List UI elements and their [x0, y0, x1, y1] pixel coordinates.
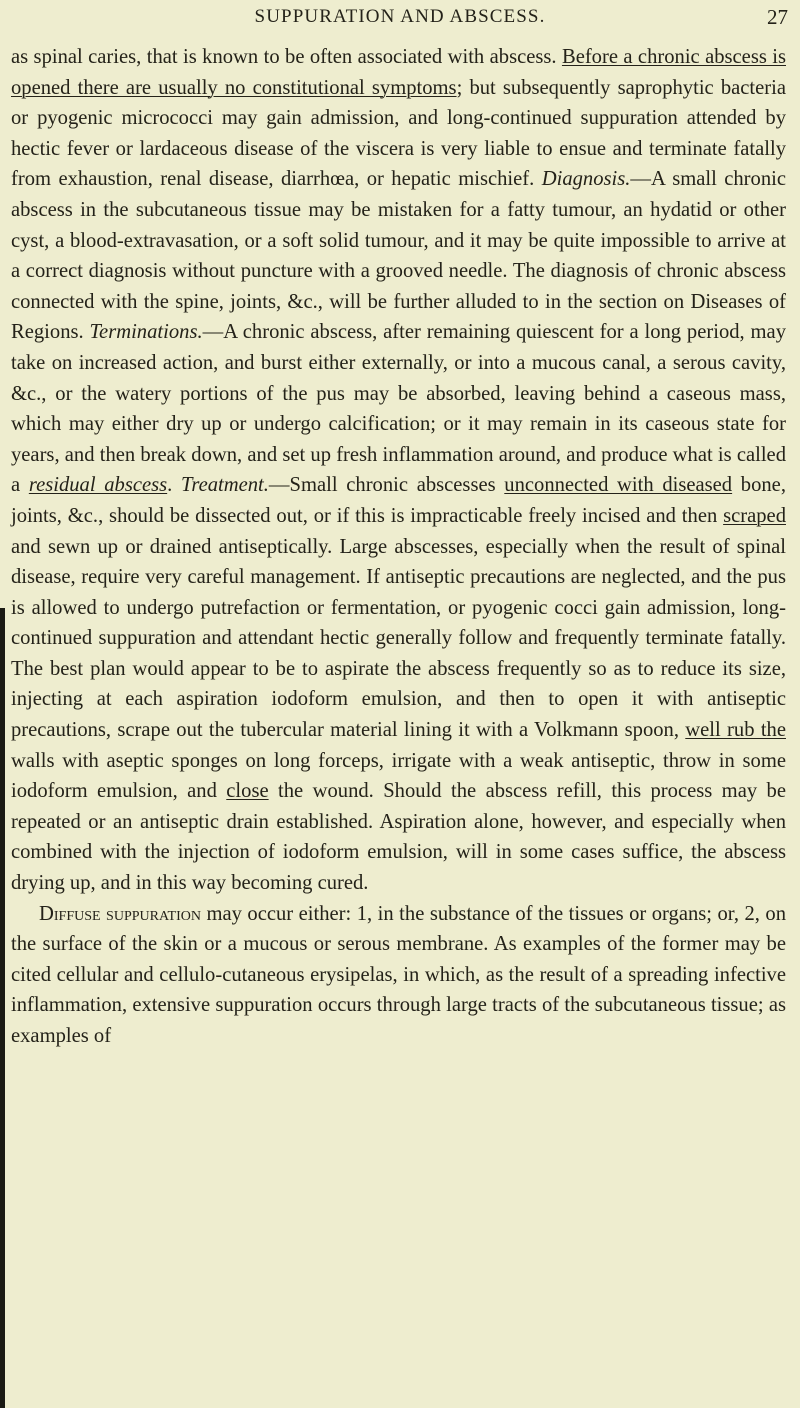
term-residual-abscess: residual abscess	[28, 474, 168, 497]
section-heading-diagnosis: Diagnosis.	[541, 168, 631, 191]
page-edge-shadow	[0, 608, 5, 1408]
text-run: —Small chronic abscesses	[268, 474, 505, 497]
text-run: ; but subsequently saprophytic bacteria or pyogenic micrococci may gain admission, and long-continued suppuration attended by hectic fever or lardaceous disease of the viscera is very liable to ensue and terminate fatally from exhaustion, renal disease, diarrhœa, or hepatic mischief.	[11, 76, 786, 191]
text-run: as spinal caries, that is known to be often associated with abscess.	[11, 46, 557, 68]
text-run: —A small chronic abscess in the subcutaneous tissue may be mistaken for a fatty tumour, an hydatid or other cyst, a blood-extravasation, or a soft solid tumour, and it may be quite impossible to arrive at a correct diagnosis without puncture with a grooved needle. The diagnosis of chronic abscess connected with the spine, joints, &c., will be further alluded to in the section on Diseases of Regions.	[11, 168, 787, 344]
paragraph-chronic-abscess	[11, 42, 786, 899]
section-heading-diffuse-suppuration: Diffuse suppuration	[39, 902, 201, 925]
text-run: and sewn up or drained antiseptically. Large abscesses, especially when the result of spinal disease, require very careful management. If antiseptic precautions are neglected, and the pus is allowed to undergo putrefaction or fermentation, or pyogenic cocci gain admission, long-continued suppuration and attendant hectic generally follow and frequently terminate fatally. The best plan would appear to be to aspirate the abscess frequently so as to reduce its size, injecting at each aspiration iodoform emulsion, and then to open it with antiseptic precautions, scrape out the tubercular material lining it with a Volkmann spoon,	[11, 535, 786, 742]
text-run: bone, joints, &c., should be dissected out, or if this is impracticable freely incised and then	[11, 474, 786, 527]
text-run: the wound. Should the abscess refill, this process may be repeated or an antiseptic drain established. Aspiration alone, however, and especially when combined with the injection of iodoform emulsion, will in some cases suffice, the abscess drying up, and in this way becoming cured.	[11, 780, 786, 895]
text-run: walls with aseptic sponges on long forceps, irrigate with a weak antiseptic, throw in some iodoform emulsion, and	[11, 749, 786, 803]
underlined-text: Before a chronic abscess is opened there are usually no constitutional symptoms	[11, 46, 786, 99]
underlined-text: unconnected with diseased	[504, 474, 733, 497]
running-head: SUPPURATION AND ABSCESS.	[254, 6, 546, 27]
body-text	[11, 42, 786, 1052]
section-heading-terminations: Terminations.	[89, 321, 203, 344]
underlined-text: scraped	[723, 504, 786, 527]
underlined-text: close	[226, 780, 269, 803]
page-number: 27	[767, 5, 788, 29]
text-run: .	[167, 474, 173, 497]
paragraph-diffuse-suppuration	[11, 899, 786, 1052]
text-run: may occur either: 1, in the substance of the tissues or organs; or, 2, on the surface of the skin or a mucous or serous membrane. As examples of the former may be cited cellular and cellulo-cutaneous erysipelas, in which, as the result of a spreading infective inflammation, extensive suppuration occurs through large tracts of the subcutaneous tissue; as examples of	[11, 902, 786, 1047]
underlined-text: well rub the	[685, 719, 786, 742]
page-header	[0, 4, 800, 34]
section-heading-treatment: Treatment.	[181, 474, 269, 497]
text-run: —A chronic abscess, after remaining quiescent for a long period, may take on increased action, and burst either externally, or into a mucous canal, a serous cavity, &c., or the watery portions of the pus may be absorbed, leaving behind a caseous mass, which may either dry up or undergo calcification; or it may remain in its caseous state for years, and then break down, and set up fresh inflammation around, and produce what is called a	[11, 321, 786, 497]
